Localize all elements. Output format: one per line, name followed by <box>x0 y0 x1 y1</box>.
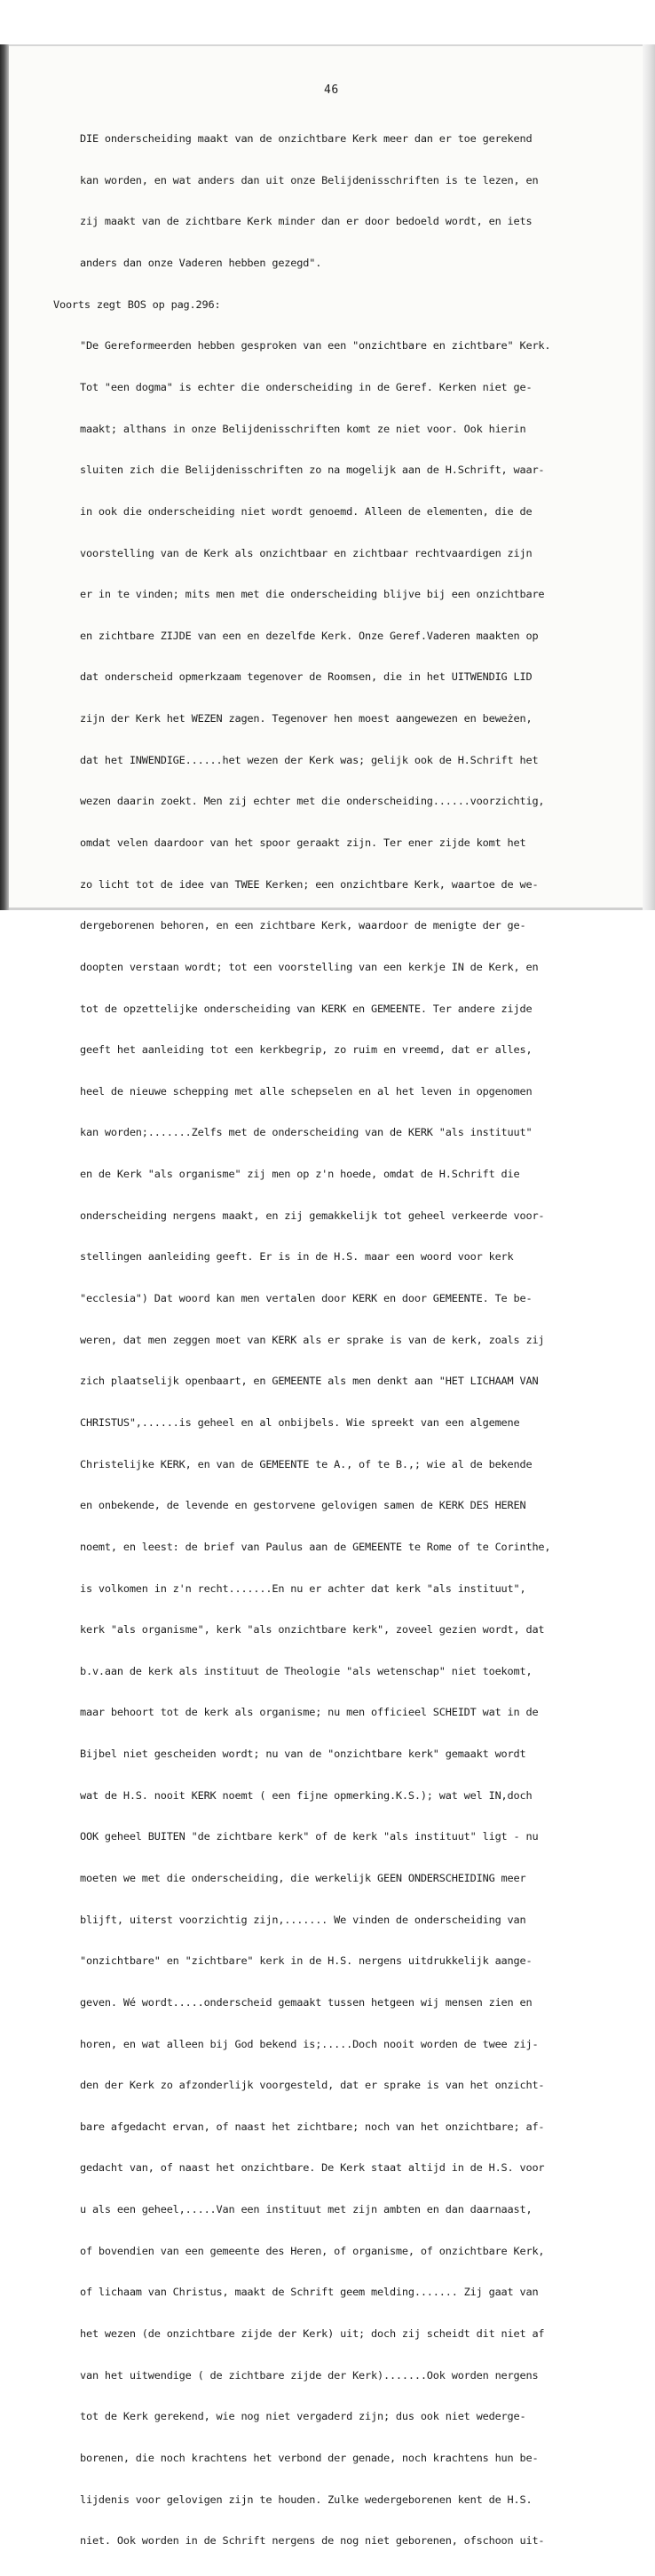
text-line: borenen, die noch krachtens het verbond der genade, noch krachtens hun be- <box>80 2451 539 2464</box>
text-line: "onzichtbare" en "zichtbare" kerk in de H.S. nergens uitdrukkelijk aange- <box>80 1954 533 1968</box>
text-line: Tot "een dogma" is echter die onderscheiding in de Geref. Kerken niet ge- <box>80 380 533 393</box>
text-line: maakt; althans in onze Belijdenisschriften komt ze niet voor. Ook hierin <box>80 422 526 435</box>
text-line: OOK geheel BUITEN "de zichtbare kerk" of de kerk "als instituut" ligt - nu <box>80 1830 539 1843</box>
scan-left-edge-shadow <box>0 44 9 910</box>
text-line: b.v.aan de kerk als instituut de Theologie "als wetenschap" niet toekomt, <box>80 1664 533 1677</box>
document-page <box>9 46 643 2548</box>
text-line: "ecclesia") Dat woord kan men vertalen door KERK en door GEMEENTE. Te be- <box>80 1292 533 1305</box>
text-line: van het uitwendige ( de zichtbare zijde der Kerk).......Ook worden nergens <box>80 2368 539 2382</box>
text-line: dat het INWENDIGE......het wezen der Kerk was; gelijk ook de H.Schrift het <box>80 753 539 766</box>
intro-line: Voorts zegt BOS op pag.296: <box>53 297 221 311</box>
text-line: blijft, uiterst voorzichtig zijn,....... We vinden de onderscheiding van <box>80 1913 526 1926</box>
text-line: tot de Kerk gerekend, wie nog niet vergaderd zijn; dus ook niet wederge- <box>80 2410 526 2423</box>
text-line: dergeborenen behoren, en een zichtbare Kerk, waardoor de menigte der ge- <box>80 919 526 932</box>
text-line: of lichaam van Christus, maakt de Schrift geem melding....... Zij gaat van <box>80 2286 539 2299</box>
text-line: geeft het aanleiding tot een kerkbegrip, zo ruim en vreemd, dat er alles, <box>80 1043 533 1057</box>
text-line: er in te vinden; mits men met die onderscheiding blijve bij een onzichtbare <box>80 588 545 601</box>
text-line: dat onderscheid opmerkzaam tegenover de Roomsen, die in het UITWENDIG LID <box>80 670 533 684</box>
text-line: "De Gereformeerden hebben gesproken van een "onzichtbare en zichtbare" Kerk. <box>80 339 551 353</box>
text-line: den der Kerk zo afzonderlijk voorgesteld, dat er sprake is van het onzicht- <box>80 2079 545 2092</box>
text-line: horen, en wat alleen bij God bekend is;.....Doch nooit worden de twee zij- <box>80 2037 539 2050</box>
text-line: kan worden, en wat anders dan uit onze Belijdenisschriften is te lezen, en <box>80 173 539 186</box>
scan-right-edge-shadow <box>643 44 655 910</box>
text-line: DIE onderscheiding maakt van de onzichtbare Kerk meer dan er toe gerekend <box>80 132 533 146</box>
text-line: geven. Wé wordt.....onderscheid gemaakt tussen hetgeen wij mensen zien en <box>80 1995 533 2009</box>
text-line: niet. Ook worden in de Schrift nergens de nog niet geborenen, ofschoon uit- <box>80 2534 545 2548</box>
text-line: stellingen aanleiding geeft. Er is in de H.S. maar een woord voor kerk <box>80 1250 514 1264</box>
text-line: wat de H.S. nooit KERK noemt ( een fijne opmerking.K.S.); wat wel IN,doch <box>80 1788 533 1802</box>
text-line: tot de opzettelijke onderscheiding van KERK en GEMEENTE. Ter andere zijde <box>80 1002 533 1015</box>
text-line: zo licht tot de idee van TWEE Kerken; een onzichtbare Kerk, waartoe de we- <box>80 877 539 891</box>
page-body <box>53 105 550 2576</box>
text-line: zijn der Kerk het WEZEN zagen. Tegenover hen moest aangewezen en beweżen, <box>80 712 533 725</box>
text-line: wezen daarin zoekt. Men zij echter met die onderscheiding......voorzichtig, <box>80 795 545 808</box>
text-line: sluiten zich die Belijdenisschriften zo na mogelijk aan de H.Schrift, waar- <box>80 464 545 477</box>
text-line: maar behoort tot de kerk als organisme; nu men officieel SCHEIDT wat in de <box>80 1706 539 1719</box>
text-line: kerk "als organisme", kerk "als onzichtbare kerk", zoveel gezien wordt, dat <box>80 1623 545 1637</box>
text-line: omdat velen daardoor van het spoor geraakt zijn. Ter ener zijde komt het <box>80 836 526 849</box>
text-line: voorstelling van de Kerk als onzichtbaar en zichtbaar rechtvaardigen zijn <box>80 546 533 559</box>
text-line: is volkomen in z'n recht.......En nu er achter dat kerk "als instituut", <box>80 1581 526 1595</box>
text-line: gedacht van, of naast het onzichtbare. De Kerk staat altijd in de H.S. voor <box>80 2161 545 2175</box>
text-line: Bijbel niet gescheiden wordt; nu van de "onzichtbare kerk" gemaakt wordt <box>80 1748 526 1761</box>
text-line: anders dan onze Vaderen hebben gezegd". <box>80 257 322 270</box>
text-line: CHRISTUS",......is geheel en al onbijbels. Wie spreekt van een algemene <box>80 1415 520 1429</box>
text-line: zich plaatselijk openbaart, en GEMEENTE als men denkt aan "HET LICHAAM VAN <box>80 1375 539 1388</box>
text-line: lijdenis voor gelovigen zijn te houden. Zulke wedergeborenen kent de H.S. <box>80 2493 533 2506</box>
text-line: en onbekende, de levende en gestorvene gelovigen samen de KERK DES HEREN <box>80 1499 526 1512</box>
text-line: het wezen (de onzichtbare zijde der Kerk) uit; doch zij scheidt dit niet af <box>80 2327 545 2341</box>
text-line: of bovendien van een gemeente des Heren, of organisme, of onzichtbare Kerk, <box>80 2244 545 2257</box>
text-line: in ook die onderscheiding niet wordt genoemd. Alleen de elementen, die de <box>80 504 533 518</box>
text-line: onderscheiding nergens maakt, en zij gemakkelijk tot geheel verkeerde voor- <box>80 1209 545 1222</box>
text-line: noemt, en leest: de brief van Paulus aan de GEMEENTE te Rome of te Corinthe, <box>80 1540 551 1553</box>
text-line: moeten we met die onderscheiding, die werkelijk GEEN ONDERSCHEIDING meer <box>80 1872 526 1884</box>
text-line: bare afgedacht ervan, of naast het zichtbare; noch van het onzichtbare; af- <box>80 2120 545 2133</box>
page-number: 46 <box>324 83 339 97</box>
text-line: doopten verstaan wordt; tot een voorstelling van een kerkje IN de Kerk, en <box>80 960 539 973</box>
text-line: kan worden;.......Zelfs met de onderscheiding van de KERK "als instituut" <box>80 1126 533 1139</box>
text-line: en de Kerk "als organisme" zij men op z'n hoede, omdat de H.Schrift die <box>80 1168 520 1181</box>
text-line: Christelijke KERK, en van de GEMEENTE te A., of te B.,; wie al de bekende <box>80 1457 533 1470</box>
text-line: zij maakt van de zichtbare Kerk minder dan er door bedoeld wordt, en iets <box>80 215 533 228</box>
text-line: heel de nieuwe schepping met alle schepselen en al het leven in opgenomen <box>80 1084 533 1098</box>
text-line: en zichtbare ZIJDE van een en dezelfde Kerk. Onze Geref.Vaderen maakten op <box>80 629 539 642</box>
text-line: u als een geheel,.....Van een instituut met zijn ambten en dan daarnaast, <box>80 2203 533 2216</box>
text-line: weren, dat men zeggen moet van KERK als er sprake is van de kerk, zoals zij <box>80 1333 545 1346</box>
